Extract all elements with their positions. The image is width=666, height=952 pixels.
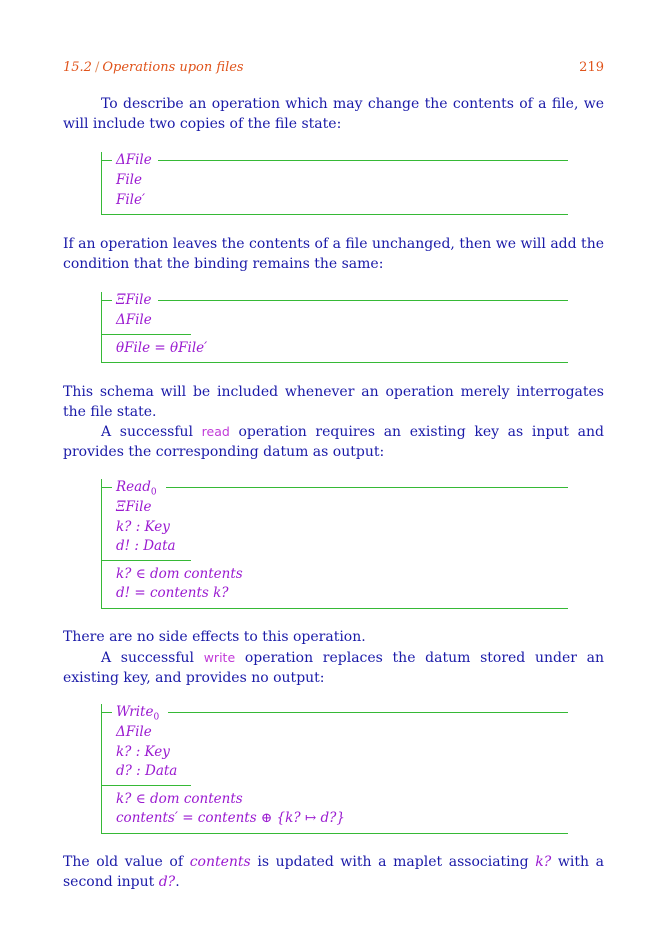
page-number: 219	[579, 60, 604, 75]
paragraph-read: A successful read operation requires an existing key as input and provides the corresponding datum as output:	[63, 424, 604, 460]
section-title: Operations upon files	[102, 60, 244, 75]
schema-declaration: k? : Key	[116, 743, 170, 760]
schema-xi-file	[101, 292, 568, 363]
schema-declaration: File	[116, 172, 142, 188]
schema-declaration: ΞFile	[116, 499, 152, 515]
schema-name: Write$_0$	[116, 704, 165, 723]
schema-read	[101, 479, 568, 609]
header-separator: /	[94, 60, 100, 75]
schema-divider	[102, 785, 191, 786]
schema-predicate: contents′ = contents ⊕ {k? ↦ d?}	[116, 810, 345, 826]
paragraph-unchanged: If an operation leaves the contents of a file unchanged, then we will add the condition that the binding remains the same:	[63, 236, 604, 272]
schema-declaration: k? : Key	[116, 518, 170, 535]
schema-name: ΔFile	[116, 152, 158, 168]
variable-k: k?	[535, 854, 552, 870]
paragraph-old-value: The old value of contents is updated with a maplet associating k? with a second input d?.	[63, 854, 604, 890]
schema-divider	[102, 560, 191, 561]
schema-predicate: d! = contents k?	[116, 585, 229, 601]
schema-name: ΞFile	[116, 292, 158, 308]
schema-divider	[102, 334, 191, 335]
schema-name: Read$_0$	[116, 479, 163, 498]
schema-write	[101, 704, 568, 834]
schema-delta-file	[101, 152, 568, 215]
schema-predicate: θFile = θFile′	[116, 339, 208, 356]
paragraph-write: A successful write operation replaces the datum stored under an existing key, and provides no output:	[63, 650, 604, 686]
paragraph-side-effects: There are no side effects to this operation.	[63, 629, 366, 645]
section-number: 15.2	[63, 60, 92, 75]
schema-predicate: k? ∈ dom contents	[116, 565, 243, 582]
schema-declaration: ΔFile	[116, 724, 152, 740]
variable-d: d?	[158, 873, 176, 890]
variable-contents: contents	[189, 854, 251, 870]
schema-declaration: d? : Data	[116, 763, 178, 779]
paragraph-intro: To describe an operation which may change the contents of a file, we will include two copies of the file state:	[63, 96, 604, 132]
schema-declaration: ΔFile	[116, 312, 152, 328]
running-header	[63, 60, 244, 75]
paragraph-interrogates: This schema will be included whenever an operation merely interrogates the file state.	[63, 384, 604, 420]
keyword-read: read	[201, 424, 230, 439]
keyword-write: write	[203, 650, 236, 665]
schema-predicate: k? ∈ dom contents	[116, 790, 243, 807]
schema-declaration: File′	[116, 191, 146, 208]
schema-declaration: d! : Data	[116, 538, 176, 554]
